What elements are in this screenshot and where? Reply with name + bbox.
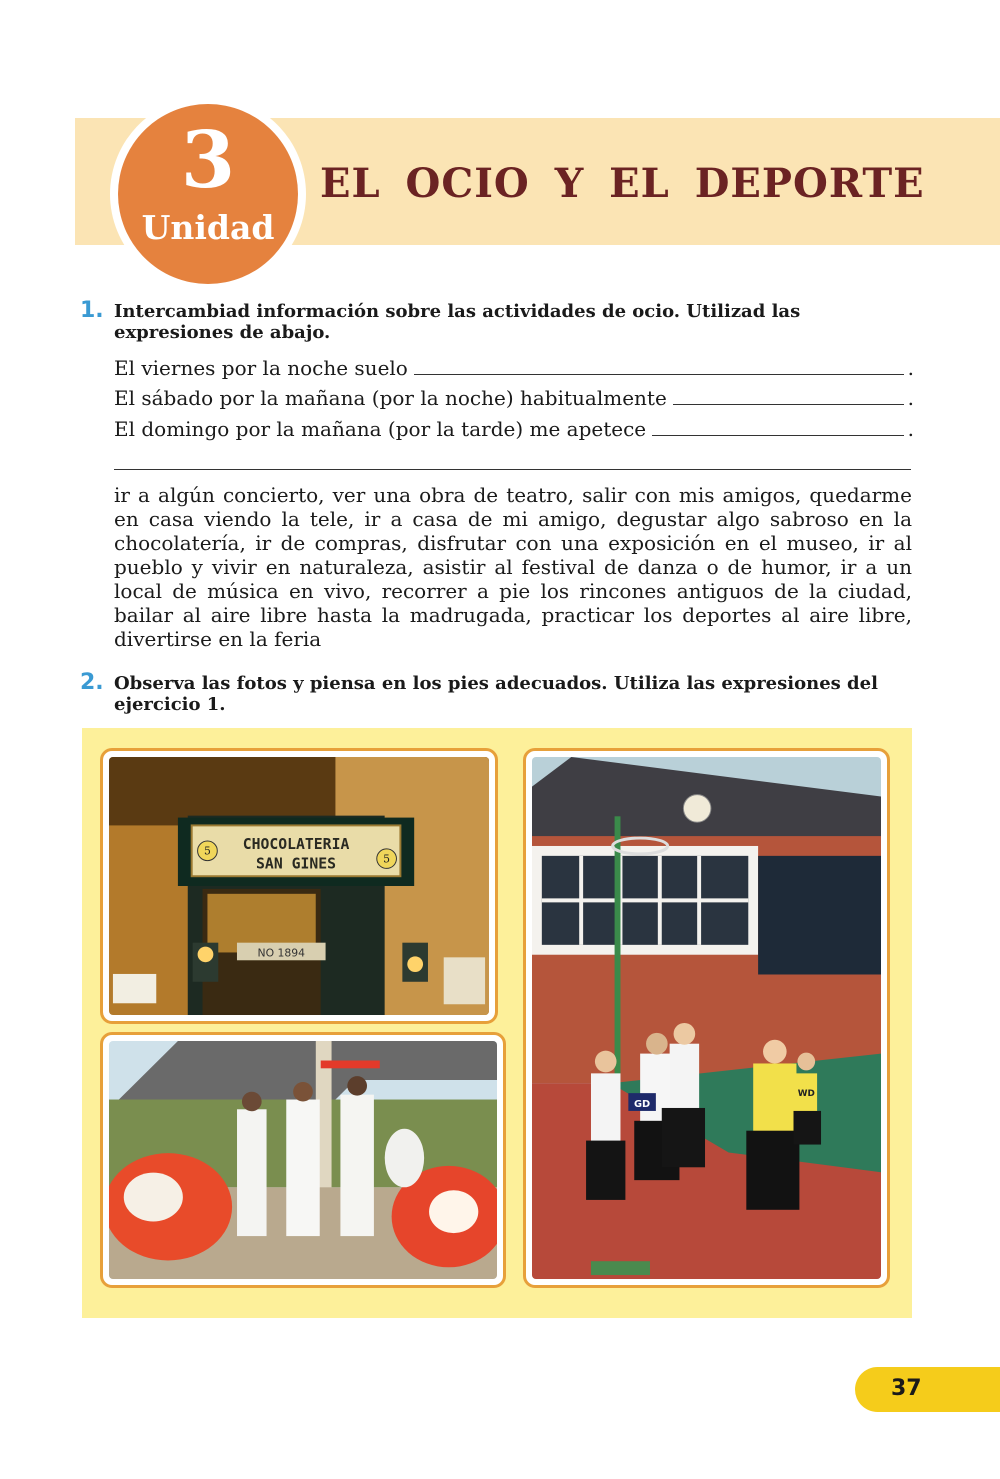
unit-title: EL OCIO Y EL DEPORTE — [320, 160, 925, 207]
sign-number-right: 5 — [383, 852, 391, 866]
fill-line-1 — [114, 356, 914, 384]
phrases-divider — [114, 469, 911, 470]
unit-number: 3 — [180, 115, 236, 206]
year-plate: NO 1894 — [257, 946, 306, 960]
bib-gd: GD — [633, 1098, 651, 1110]
sign-line-1: CHOCOLATERIA — [242, 835, 350, 853]
fill-line-2 — [114, 386, 914, 414]
sign-line-2: SAN GINES — [256, 855, 337, 873]
fill-line-3-prompt: El domingo por la mañana (por la tarde) me apetece — [114, 417, 647, 441]
unit-badge-circle — [118, 104, 298, 284]
exercise-2-instruction: Observa las fotos y piensa en los pies adecuados. Utiliza las expresiones del ejercicio 1. — [114, 673, 878, 715]
photo-dancers — [100, 1032, 506, 1288]
page-number-tab — [855, 1367, 1000, 1412]
fill-line-3-end: . — [907, 417, 914, 441]
fill-line-3-blank[interactable] — [652, 417, 904, 436]
unit-label: Unidad — [141, 208, 275, 247]
sign-number-left: 5 — [204, 844, 211, 858]
fill-line-1-prompt: El viernes por la noche suelo — [114, 356, 408, 380]
page-number: 37 — [891, 1376, 922, 1401]
expressions-list: ir a algún concierto, ver una obra de teatro, salir con mis amigos, quedarme en casa viendo la tele, ir a casa de mi amigo, degustar algo sabroso en la chocolatería, ir de compras, disfrutar con una exposición en el museo, ir al pueblo y vivir en naturaleza, asistir al festival de danza o de humor, ir a un local de música en vivo, recorrer a pie los rincones antiguos de la ciudad, bailar al aire libre hasta la madrugada, practicar los deportes al aire libre, divertirse en la feria — [114, 483, 912, 651]
fill-line-2-end: . — [907, 386, 914, 410]
unit-badge — [110, 96, 306, 292]
fill-line-2-blank[interactable] — [673, 386, 904, 405]
photo-panel — [82, 728, 912, 1318]
fill-line-1-end: . — [907, 356, 914, 380]
photo-netball — [523, 748, 890, 1288]
fill-line-1-blank[interactable] — [414, 356, 904, 375]
fill-line-2-prompt: El sábado por la mañana (por la noche) habitualmente — [114, 386, 667, 410]
exercise-1-number: 1. — [80, 298, 104, 323]
fill-line-3 — [114, 417, 914, 445]
exercise-1-instruction: Intercambiad información sobre las actividades de ocio. Utilizad las expresiones de abajo. — [114, 301, 801, 343]
exercise-2-number: 2. — [80, 670, 104, 695]
bib-wd: WD — [797, 1089, 815, 1100]
photo-chocolateria — [100, 748, 498, 1024]
